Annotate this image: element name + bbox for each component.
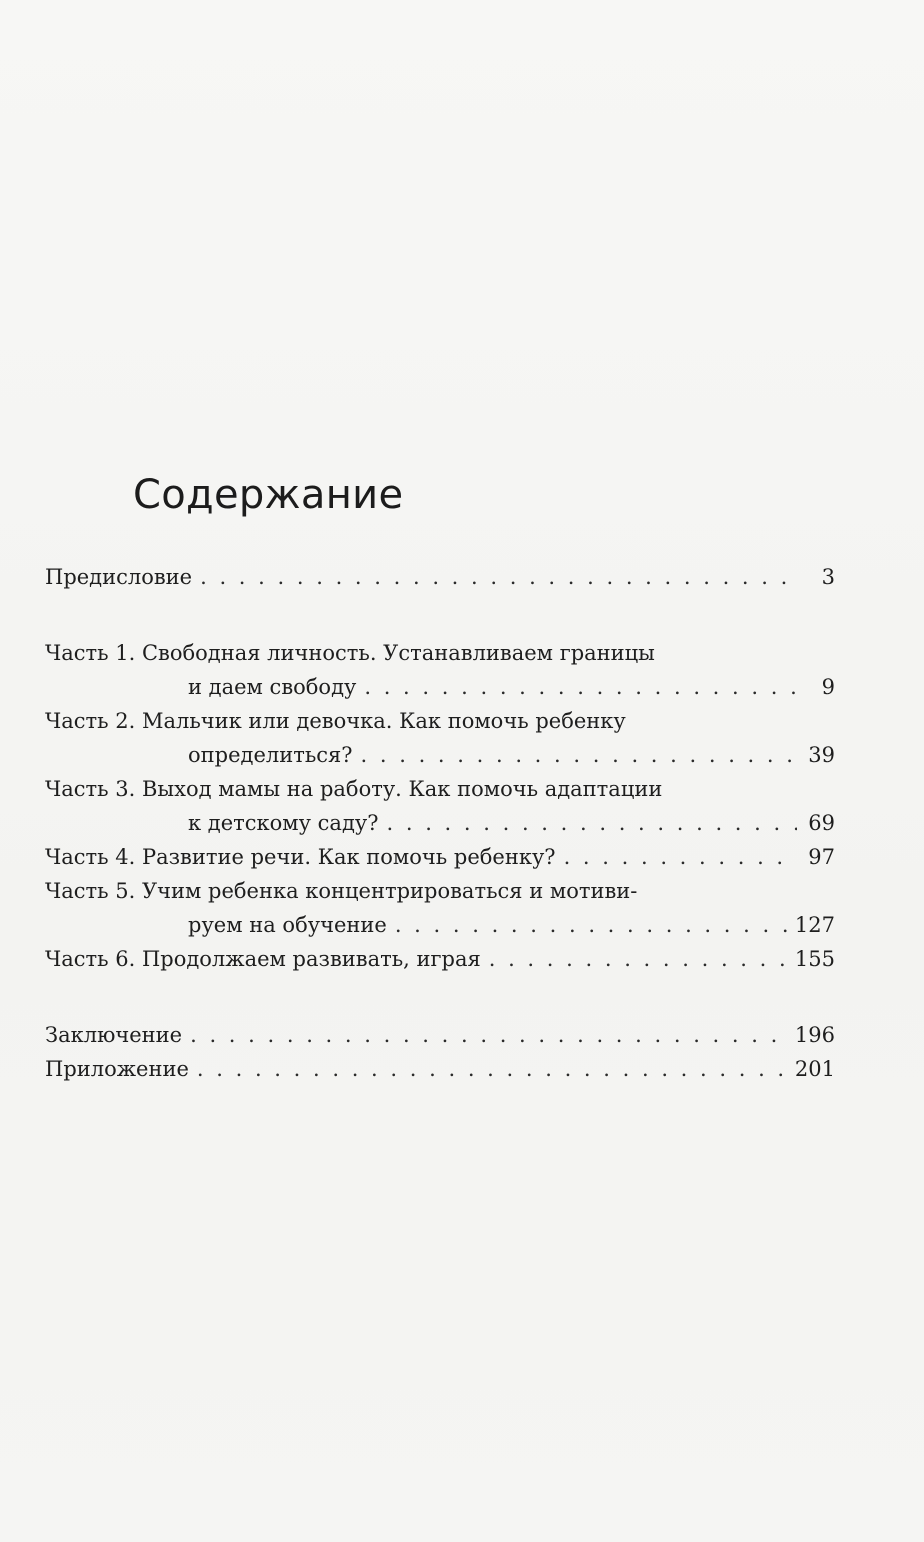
toc-entry-title: Предисловие	[45, 565, 193, 589]
dot-leader	[489, 942, 787, 976]
toc-entry-title: Часть 3. Выход мамы на работу. Как помочь адаптации	[45, 777, 663, 801]
dot-leader	[564, 840, 797, 874]
toc-entry-preface[interactable]	[45, 560, 835, 594]
toc-entry-title-continuation: к детскому саду?	[188, 811, 379, 835]
toc-page-number: 3	[821, 565, 835, 589]
toc-page-number: 9	[821, 675, 835, 699]
toc-page-number: 127	[794, 913, 835, 937]
toc-entry-title: Часть 6. Продолжаем развивать, играя	[45, 947, 481, 971]
toc-entry-title-continuation: руем на обучение	[188, 913, 387, 937]
toc-entry-title-continuation: и даем свободу	[188, 675, 357, 699]
toc-entry-appendix[interactable]	[45, 1052, 835, 1086]
toc-page-number: 201	[794, 1057, 835, 1081]
toc-entry-title-continuation: определиться?	[188, 743, 353, 767]
toc-entry-title: Часть 5. Учим ребенка концентрироваться и мотиви-	[45, 879, 638, 903]
toc-heading: Содержание	[133, 472, 404, 518]
toc-entry-title: Часть 2. Мальчик или девочка. Как помочь ребенку	[45, 709, 626, 733]
dot-leader	[387, 806, 798, 840]
dot-leader	[197, 1052, 787, 1086]
toc-page-number: 97	[808, 845, 835, 869]
dot-leader	[190, 1018, 787, 1052]
dot-leader	[395, 908, 787, 942]
toc-page-number: 196	[794, 1023, 835, 1047]
toc-entry-part-2[interactable]	[45, 704, 835, 772]
dot-leader	[364, 670, 797, 704]
toc-entry-title: Приложение	[45, 1057, 189, 1081]
toc-entry-title: Часть 1. Свободная личность. Устанавливаем границы	[45, 641, 655, 665]
toc-entry-title: Часть 4. Развитие речи. Как помочь ребенку?	[45, 845, 556, 869]
toc-entry-part-1[interactable]	[45, 636, 835, 704]
toc-list	[45, 560, 835, 1086]
toc-page-number: 155	[794, 947, 835, 971]
toc-entry-part-4[interactable]	[45, 840, 835, 874]
toc-page-number: 69	[808, 811, 835, 835]
toc-entry-part-3[interactable]	[45, 772, 835, 840]
toc-entry-part-5[interactable]	[45, 874, 835, 942]
toc-entry-part-6[interactable]	[45, 942, 835, 976]
toc-entry-conclusion[interactable]	[45, 1018, 835, 1052]
toc-entry-title: Заключение	[45, 1023, 183, 1047]
dot-leader	[200, 560, 797, 594]
toc-page-number: 39	[808, 743, 835, 767]
dot-leader	[361, 738, 797, 772]
